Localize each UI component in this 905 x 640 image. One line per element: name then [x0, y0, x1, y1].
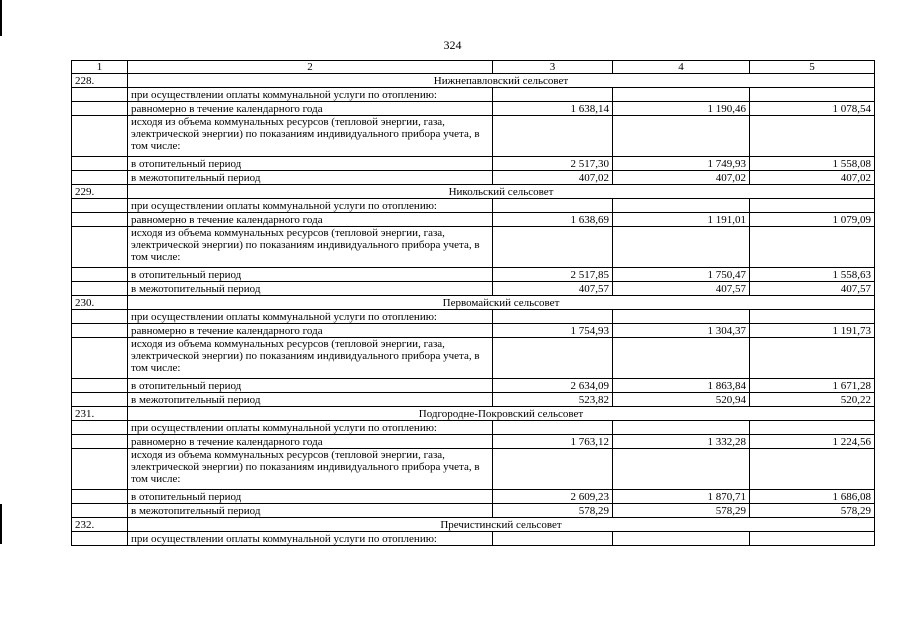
- empty-cell: [750, 421, 875, 435]
- section-heading-row: [72, 421, 875, 435]
- section-index: 231.: [72, 407, 128, 421]
- empty-cell: [613, 199, 750, 213]
- value-col4: 407,02: [613, 171, 750, 185]
- row-label: в отопительный период: [128, 379, 493, 393]
- value-col5: 407,57: [750, 282, 875, 296]
- section-index: 229.: [72, 185, 128, 199]
- section-title-row: [72, 74, 875, 88]
- section-title-row: [72, 518, 875, 532]
- column-number: 5: [750, 61, 875, 74]
- value-col3: [493, 227, 613, 268]
- table-row: [72, 116, 875, 157]
- section-title-row: [72, 185, 875, 199]
- value-col3: 407,02: [493, 171, 613, 185]
- section-heading-row: [72, 310, 875, 324]
- section-heading: при осуществлении оплаты коммунальной услуги по отоплению:: [128, 421, 493, 435]
- empty-cell: [72, 338, 128, 379]
- row-label: в отопительный период: [128, 157, 493, 171]
- value-col3: 1 754,93: [493, 324, 613, 338]
- section-index: 232.: [72, 518, 128, 532]
- column-number: 4: [613, 61, 750, 74]
- scan-margin-mark: [0, 504, 2, 544]
- value-col3: 2 634,09: [493, 379, 613, 393]
- value-col3: 1 638,69: [493, 213, 613, 227]
- section-name: Никольский сельсовет: [128, 185, 875, 199]
- value-col4: 407,57: [613, 282, 750, 296]
- empty-cell: [493, 88, 613, 102]
- row-label: равномерно в течение календарного года: [128, 213, 493, 227]
- empty-cell: [613, 532, 750, 546]
- section-name: Подгородне-Покровский сельсовет: [128, 407, 875, 421]
- column-number-row: [72, 61, 875, 74]
- section-heading: при осуществлении оплаты коммунальной услуги по отоплению:: [128, 310, 493, 324]
- empty-cell: [72, 532, 128, 546]
- row-label: в межотопительный период: [128, 393, 493, 407]
- value-col3: 523,82: [493, 393, 613, 407]
- section-index: 228.: [72, 74, 128, 88]
- table-row: [72, 324, 875, 338]
- table-row: [72, 268, 875, 282]
- value-col4: [613, 116, 750, 157]
- section-title-row: [72, 296, 875, 310]
- row-label: в межотопительный период: [128, 504, 493, 518]
- table-row: [72, 171, 875, 185]
- table-row: [72, 282, 875, 296]
- value-col5: 1 078,54: [750, 102, 875, 116]
- value-col4: 1 750,47: [613, 268, 750, 282]
- value-col4: 1 191,01: [613, 213, 750, 227]
- section-index: 230.: [72, 296, 128, 310]
- value-col5: 1 558,08: [750, 157, 875, 171]
- row-label: исходя из объема коммунальных ресурсов (тепловой энергии, газа, электрической энергии) по показаниям индивидуального прибора учета, в том числе:: [128, 227, 493, 268]
- row-label: в межотопительный период: [128, 282, 493, 296]
- value-col5: [750, 116, 875, 157]
- value-col4: 1 304,37: [613, 324, 750, 338]
- value-col4: [613, 338, 750, 379]
- value-col3: 578,29: [493, 504, 613, 518]
- value-col5: 520,22: [750, 393, 875, 407]
- value-col5: 1 558,63: [750, 268, 875, 282]
- empty-cell: [72, 157, 128, 171]
- column-number: 3: [493, 61, 613, 74]
- empty-cell: [72, 88, 128, 102]
- empty-cell: [72, 213, 128, 227]
- table-row: [72, 449, 875, 490]
- column-number: 1: [72, 61, 128, 74]
- section-heading-row: [72, 199, 875, 213]
- value-col5: 1 224,56: [750, 435, 875, 449]
- value-col4: [613, 449, 750, 490]
- table-row: [72, 227, 875, 268]
- row-label: исходя из объема коммунальных ресурсов (тепловой энергии, газа, электрической энергии) по показаниям индивидуального прибора учета, в том числе:: [128, 449, 493, 490]
- section-title-row: [72, 407, 875, 421]
- section-name: Первомайский сельсовет: [128, 296, 875, 310]
- table-row: [72, 379, 875, 393]
- empty-cell: [72, 435, 128, 449]
- value-col4: 1 332,28: [613, 435, 750, 449]
- empty-cell: [493, 310, 613, 324]
- row-label: исходя из объема коммунальных ресурсов (тепловой энергии, газа, электрической энергии) по показаниям индивидуального прибора учета, в том числе:: [128, 338, 493, 379]
- value-col3: [493, 449, 613, 490]
- value-col5: [750, 449, 875, 490]
- empty-cell: [750, 88, 875, 102]
- empty-cell: [750, 199, 875, 213]
- value-col5: 1 686,08: [750, 490, 875, 504]
- value-col3: [493, 116, 613, 157]
- empty-cell: [493, 532, 613, 546]
- empty-cell: [493, 421, 613, 435]
- column-number: 2: [128, 61, 493, 74]
- empty-cell: [72, 199, 128, 213]
- empty-cell: [613, 310, 750, 324]
- value-col4: 1 863,84: [613, 379, 750, 393]
- value-col5: 407,02: [750, 171, 875, 185]
- row-label: в отопительный период: [128, 268, 493, 282]
- empty-cell: [72, 393, 128, 407]
- tariff-table: [71, 60, 875, 546]
- empty-cell: [72, 227, 128, 268]
- value-col5: 578,29: [750, 504, 875, 518]
- empty-cell: [72, 504, 128, 518]
- scan-margin-mark: [0, 0, 2, 36]
- section-heading-row: [72, 88, 875, 102]
- value-col5: 1 671,28: [750, 379, 875, 393]
- table-row: [72, 338, 875, 379]
- empty-cell: [72, 282, 128, 296]
- page-number: 324: [443, 38, 462, 52]
- table-row: [72, 393, 875, 407]
- section-heading: при осуществлении оплаты коммунальной услуги по отоплению:: [128, 199, 493, 213]
- value-col5: [750, 338, 875, 379]
- section-heading-row: [72, 532, 875, 546]
- empty-cell: [493, 199, 613, 213]
- section-name: Пречистинский сельсовет: [128, 518, 875, 532]
- table-row: [72, 504, 875, 518]
- tariff-table-body: [72, 61, 875, 546]
- value-col3: 2 517,30: [493, 157, 613, 171]
- row-label: равномерно в течение календарного года: [128, 435, 493, 449]
- value-col3: 407,57: [493, 282, 613, 296]
- value-col5: 1 079,09: [750, 213, 875, 227]
- empty-cell: [72, 268, 128, 282]
- empty-cell: [750, 532, 875, 546]
- empty-cell: [72, 171, 128, 185]
- value-col3: 2 517,85: [493, 268, 613, 282]
- value-col4: 1 749,93: [613, 157, 750, 171]
- empty-cell: [750, 310, 875, 324]
- empty-cell: [72, 421, 128, 435]
- value-col4: 520,94: [613, 393, 750, 407]
- value-col5: 1 191,73: [750, 324, 875, 338]
- section-heading: при осуществлении оплаты коммунальной услуги по отоплению:: [128, 532, 493, 546]
- row-label: равномерно в течение календарного года: [128, 324, 493, 338]
- value-col4: [613, 227, 750, 268]
- empty-cell: [72, 490, 128, 504]
- table-row: [72, 157, 875, 171]
- table-row: [72, 102, 875, 116]
- empty-cell: [72, 449, 128, 490]
- row-label: в отопительный период: [128, 490, 493, 504]
- table-row: [72, 490, 875, 504]
- empty-cell: [72, 379, 128, 393]
- value-col4: 1 190,46: [613, 102, 750, 116]
- value-col5: [750, 227, 875, 268]
- empty-cell: [72, 324, 128, 338]
- value-col3: 1 763,12: [493, 435, 613, 449]
- value-col4: 1 870,71: [613, 490, 750, 504]
- empty-cell: [72, 102, 128, 116]
- table-row: [72, 213, 875, 227]
- empty-cell: [613, 421, 750, 435]
- row-label: в межотопительный период: [128, 171, 493, 185]
- empty-cell: [72, 310, 128, 324]
- value-col4: 578,29: [613, 504, 750, 518]
- value-col3: 2 609,23: [493, 490, 613, 504]
- value-col3: [493, 338, 613, 379]
- table-row: [72, 435, 875, 449]
- row-label: исходя из объема коммунальных ресурсов (тепловой энергии, газа, электрической энергии) по показаниям индивидуального прибора учета, в том числе:: [128, 116, 493, 157]
- empty-cell: [613, 88, 750, 102]
- section-heading: при осуществлении оплаты коммунальной услуги по отоплению:: [128, 88, 493, 102]
- row-label: равномерно в течение календарного года: [128, 102, 493, 116]
- section-name: Нижнепавловский сельсовет: [128, 74, 875, 88]
- value-col3: 1 638,14: [493, 102, 613, 116]
- empty-cell: [72, 116, 128, 157]
